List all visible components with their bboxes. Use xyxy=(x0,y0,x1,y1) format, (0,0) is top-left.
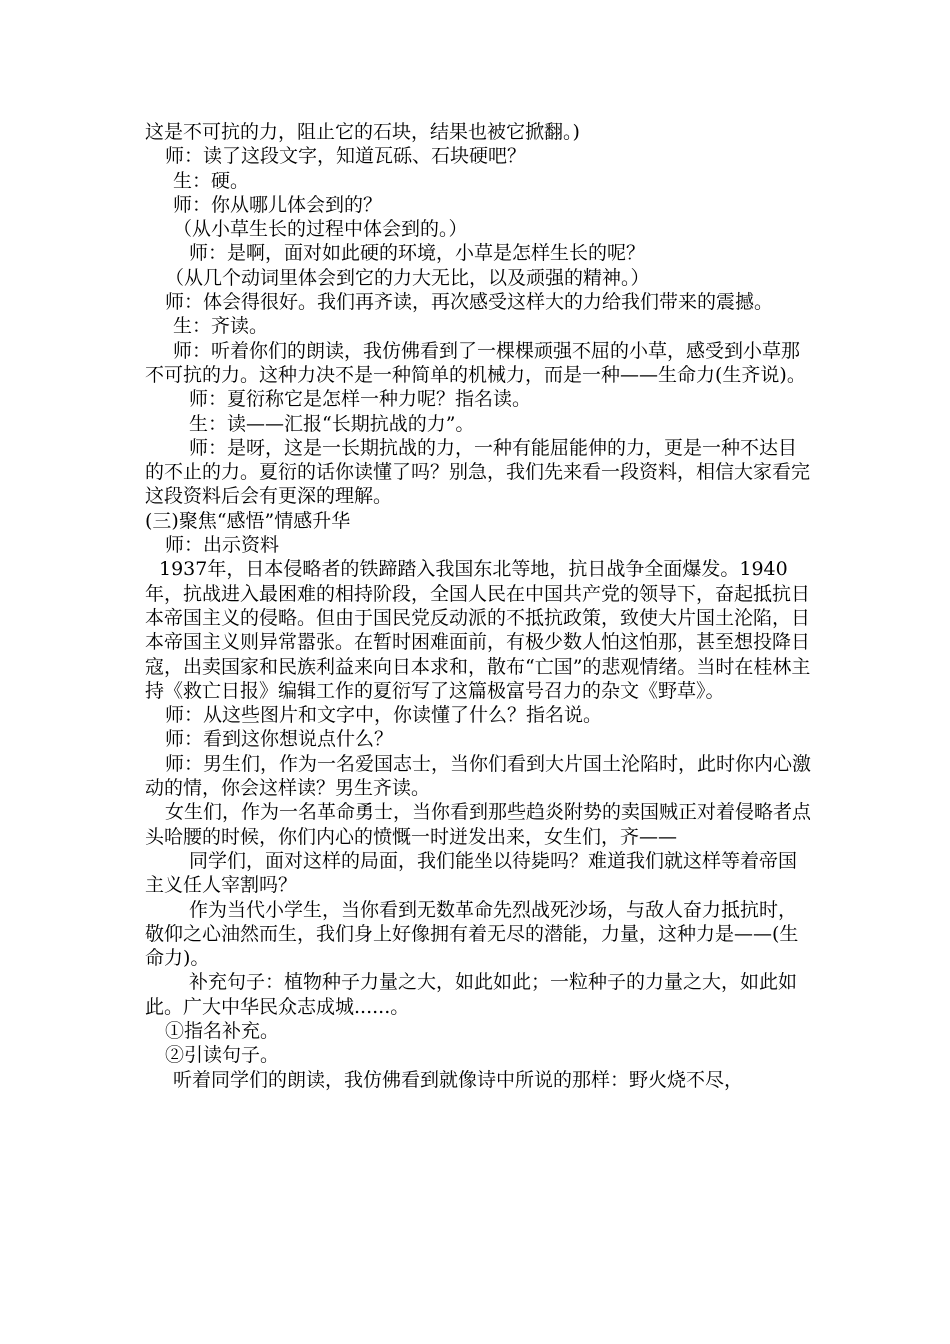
paragraph: 1937年，日本侵略者的铁蹄踏入我国东北等地，抗日战争全面爆发。1940年，抗战进入最困难的相持阶段，全国人民在中国共产党的领导下，奋起抵抗日本帝国主义的侵略。但由于国民党反动派的不抵抗政策，致使大片国土沦陷，日本帝国主义则异常嚣张。在暂时困难面前，有极少数人怕这怕那，甚至想投降日寇，出卖国家和民族利益来向日本求和，散布“亡国”的悲观情绪。当时在桂林主持《救亡日报》编辑工作的夏衍写了这篇极富号召力的杂文《野草》。 xyxy=(145,558,811,702)
paragraph: 师：你从哪儿体会到的？ xyxy=(173,193,383,216)
body-text xyxy=(145,120,815,1092)
paragraph: 这是不可抗的力，阻止它的石块，结果也被它掀翻。) xyxy=(145,121,580,143)
paragraph: 师：从这些图片和文字中，你读懂了什么？指名说。 xyxy=(165,704,603,727)
paragraph: （从小草生长的过程中体会到的。） xyxy=(173,218,468,241)
paragraph: 师：出示资料 xyxy=(165,534,280,557)
paragraph: 生：齐读。 xyxy=(173,315,269,338)
paragraph: （从几个动词里体会到它的力大无比，以及顽强的精神。） xyxy=(165,266,650,289)
paragraph: ②引读句子。 xyxy=(165,1044,280,1067)
section-heading: (三)聚焦“感悟”情感升华 xyxy=(145,509,351,532)
paragraph: 师：听着你们的朗读，我仿佛看到了一棵棵顽强不屈的小草，感受到小草那不可抗的力。这种力决不是一种简单的机械力，而是一种——生命力(生齐说)。 xyxy=(145,339,806,386)
paragraph: 师：夏衍称它是怎样一种力呢？指名读。 xyxy=(189,388,532,411)
paragraph: 师：看到这你想说点什么？ xyxy=(165,728,394,751)
paragraph: 听着同学们的朗读，我仿佛看到就像诗中所说的那样：野火烧不尽， xyxy=(173,1068,744,1091)
paragraph: 生：读——汇报“长期抗战的力”。 xyxy=(189,412,475,435)
paragraph: 师：男生们，作为一名爱国志士，当你们看到大片国土沦陷时，此时你内心激动的情，你会这样读？男生齐读。 xyxy=(145,752,812,800)
paragraph: 作为当代小学生，当你看到无数革命先烈战死沙场，与敌人奋力抵抗时，敬仰之心油然而生，我们身上好像拥有着无尽的潜能，力量，这种力是——(生命力)。 xyxy=(145,898,799,970)
paragraph: 师：是呀，这是一长期抗战的力，一种有能屈能伸的力，更是一种不达目的不止的力。夏衍的话你读懂了吗？别急，我们先来看一段资料，相信大家看完这段资料后会有更深的理解。 xyxy=(145,436,811,508)
paragraph: 师：读了这段文字，知道瓦砾、石块硬吧？ xyxy=(165,145,527,168)
paragraph: 师：体会得很好。我们再齐读，再次感受这样大的力给我们带来的震撼。 xyxy=(165,291,774,314)
paragraph: 师：是啊，面对如此硬的环境，小草是怎样生长的呢？ xyxy=(189,242,646,265)
paragraph: 女生们，作为一名革命勇士，当你看到那些趋炎附势的卖国贼正对着侵略者点头哈腰的时候，你们内心的愤慨一时迸发出来，女生们，齐—— xyxy=(145,801,812,848)
paragraph: 生：硬。 xyxy=(173,169,250,192)
paragraph: 同学们，面对这样的局面，我们能坐以待毙吗？难道我们就这样等着帝国主义任人宰割吗？ xyxy=(145,849,798,897)
paragraph: ①指名补充。 xyxy=(165,1019,280,1042)
paragraph: 补充句子：植物种子力量之大，如此如此；一粒种子的力量之大，如此如此。广大中华民众志成城......。 xyxy=(145,971,798,1018)
